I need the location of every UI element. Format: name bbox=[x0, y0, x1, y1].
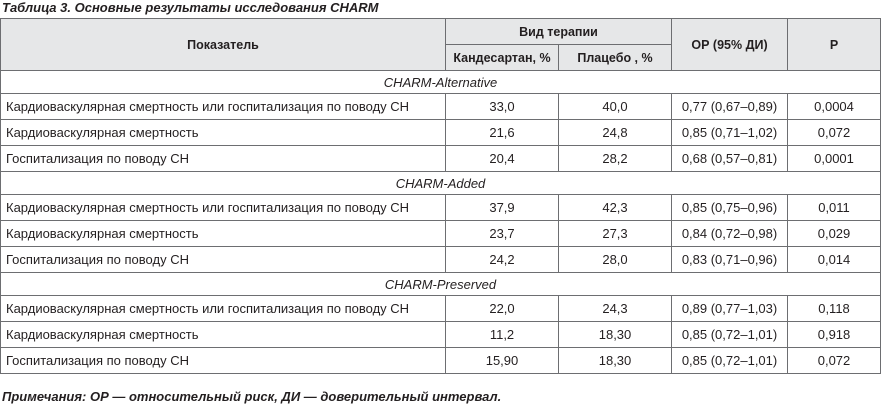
cell-indicator: Госпитализация по поводу СН bbox=[1, 146, 446, 172]
table-row bbox=[1, 120, 881, 146]
cell-indicator: Госпитализация по поводу СН bbox=[1, 348, 446, 374]
cell-indicator: Кардиоваскулярная смертность bbox=[1, 120, 446, 146]
header-indicator: Показатель bbox=[1, 19, 446, 71]
cell-p: 0,029 bbox=[788, 221, 881, 247]
cell-placebo: 18,30 bbox=[559, 322, 672, 348]
cell-indicator: Кардиоваскулярная смертность или госпитализация по поводу СН bbox=[1, 94, 446, 120]
section-row bbox=[1, 273, 881, 296]
cell-p: 0,918 bbox=[788, 322, 881, 348]
cell-indicator: Госпитализация по поводу СН bbox=[1, 247, 446, 273]
cell-indicator: Кардиоваскулярная смертность или госпитализация по поводу СН bbox=[1, 195, 446, 221]
table-row bbox=[1, 322, 881, 348]
cell-p: 0,011 bbox=[788, 195, 881, 221]
section-title: CHARM-Added bbox=[1, 172, 881, 195]
cell-indicator: Кардиоваскулярная смертность или госпитализация по поводу СН bbox=[1, 296, 446, 322]
cell-p: 0,118 bbox=[788, 296, 881, 322]
cell-candesartan: 22,0 bbox=[446, 296, 559, 322]
table-row bbox=[1, 146, 881, 172]
cell-candesartan: 20,4 bbox=[446, 146, 559, 172]
cell-placebo: 24,8 bbox=[559, 120, 672, 146]
cell-candesartan: 21,6 bbox=[446, 120, 559, 146]
table-row bbox=[1, 296, 881, 322]
table-row bbox=[1, 247, 881, 273]
cell-p: 0,072 bbox=[788, 348, 881, 374]
cell-p: 0,014 bbox=[788, 247, 881, 273]
header-p: Р bbox=[788, 19, 881, 71]
cell-indicator: Кардиоваскулярная смертность bbox=[1, 322, 446, 348]
cell-or: 0,68 (0,57–0,81) bbox=[672, 146, 788, 172]
cell-or: 0,84 (0,72–0,98) bbox=[672, 221, 788, 247]
header-or: ОР (95% ДИ) bbox=[672, 19, 788, 71]
results-table bbox=[0, 18, 881, 374]
cell-or: 0,85 (0,72–1,01) bbox=[672, 322, 788, 348]
section-title: CHARM-Alternative bbox=[1, 71, 881, 94]
table-row bbox=[1, 221, 881, 247]
cell-or: 0,83 (0,71–0,96) bbox=[672, 247, 788, 273]
cell-p: 0,0004 bbox=[788, 94, 881, 120]
cell-placebo: 40,0 bbox=[559, 94, 672, 120]
cell-placebo: 42,3 bbox=[559, 195, 672, 221]
cell-placebo: 28,0 bbox=[559, 247, 672, 273]
header-therapy: Вид терапии bbox=[446, 19, 672, 45]
table-row bbox=[1, 94, 881, 120]
header-candesartan: Кандесартан, % bbox=[446, 45, 559, 71]
section-title: CHARM-Preserved bbox=[1, 273, 881, 296]
cell-candesartan: 37,9 bbox=[446, 195, 559, 221]
cell-candesartan: 15,90 bbox=[446, 348, 559, 374]
header-placebo: Плацебо , % bbox=[559, 45, 672, 71]
cell-or: 0,85 (0,75–0,96) bbox=[672, 195, 788, 221]
cell-p: 0,072 bbox=[788, 120, 881, 146]
cell-p: 0,0001 bbox=[788, 146, 881, 172]
section-row bbox=[1, 172, 881, 195]
cell-or: 0,85 (0,72–1,01) bbox=[672, 348, 788, 374]
cell-candesartan: 33,0 bbox=[446, 94, 559, 120]
cell-placebo: 27,3 bbox=[559, 221, 672, 247]
cell-candesartan: 24,2 bbox=[446, 247, 559, 273]
cell-or: 0,85 (0,71–1,02) bbox=[672, 120, 788, 146]
cell-placebo: 18,30 bbox=[559, 348, 672, 374]
cell-indicator: Кардиоваскулярная смертность bbox=[1, 221, 446, 247]
cell-or: 0,89 (0,77–1,03) bbox=[672, 296, 788, 322]
cell-candesartan: 23,7 bbox=[446, 221, 559, 247]
cell-or: 0,77 (0,67–0,89) bbox=[672, 94, 788, 120]
table-row bbox=[1, 348, 881, 374]
table-note: Примечания: ОР — относительный риск, ДИ — доверительный интервал. bbox=[2, 389, 502, 404]
cell-placebo: 24,3 bbox=[559, 296, 672, 322]
cell-placebo: 28,2 bbox=[559, 146, 672, 172]
table-row bbox=[1, 195, 881, 221]
cell-candesartan: 11,2 bbox=[446, 322, 559, 348]
section-row bbox=[1, 71, 881, 94]
table-caption: Таблица 3. Основные результаты исследования CHARM bbox=[2, 0, 379, 15]
